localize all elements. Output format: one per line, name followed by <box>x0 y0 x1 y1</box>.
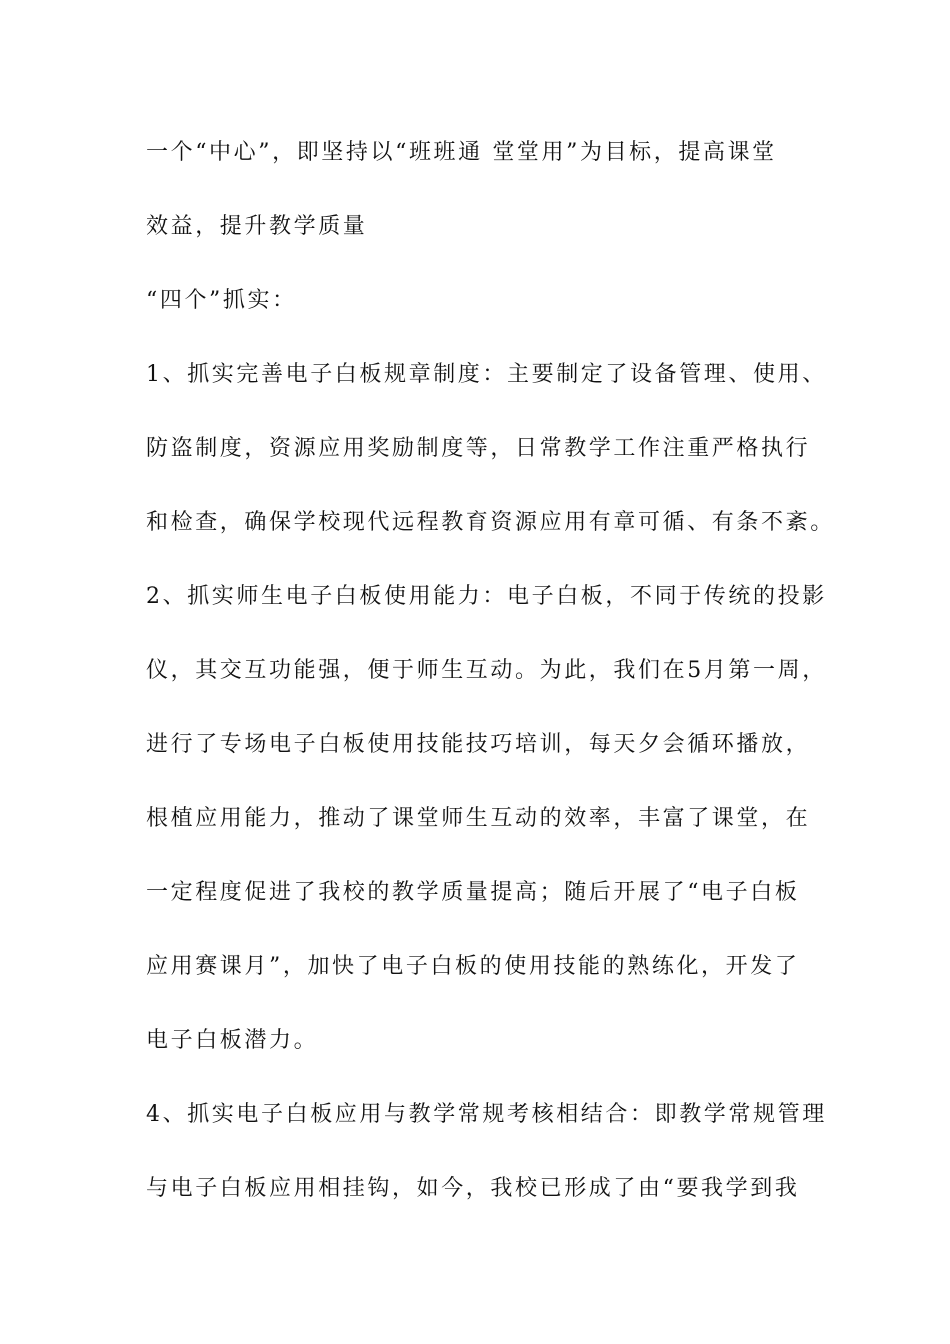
text-line: 应用赛课月”，加快了电子白板的使用技能的熟练化，开发了 <box>146 954 800 979</box>
text-line: 防盗制度，资源应用奖励制度等，日常教学工作注重严格执行 <box>146 436 811 461</box>
text-line: 一个“中心”，即坚持以“班班通 堂堂用”为目标，提高课堂 <box>146 140 777 165</box>
text-line: 2、抓实师生电子白板使用能力：电子白板，不同于传统的投影 <box>146 584 827 609</box>
text-line: 电子白板潜力。 <box>146 1028 319 1053</box>
document-body <box>146 133 836 1243</box>
text-line: 一定程度促进了我校的教学质量提高；随后开展了“电子白板 <box>146 880 800 905</box>
text-line: 效益，提升教学质量 <box>146 214 368 239</box>
text-line: 仪，其交互功能强，便于师生互动。为此，我们在5月第一周， <box>146 658 827 683</box>
text-line: 与电子白板应用相挂钩，如今，我校已形成了由“要我学到我 <box>146 1176 800 1201</box>
text-line: 根植应用能力，推动了课堂师生互动的效率，丰富了课堂，在 <box>146 806 811 831</box>
text-line: 进行了专场电子白板使用技能技巧培训，每天夕会循环播放， <box>146 732 811 757</box>
text-line: 4、抓实电子白板应用与教学常规考核相结合：即教学常规管理 <box>146 1102 827 1127</box>
text-line: “四个”抓实： <box>146 288 297 313</box>
text-line: 1、抓实完善电子白板规章制度：主要制定了设备管理、使用、 <box>146 362 827 387</box>
text-line: 和检查，确保学校现代远程教育资源应用有章可循、有条不紊。 <box>146 510 835 535</box>
